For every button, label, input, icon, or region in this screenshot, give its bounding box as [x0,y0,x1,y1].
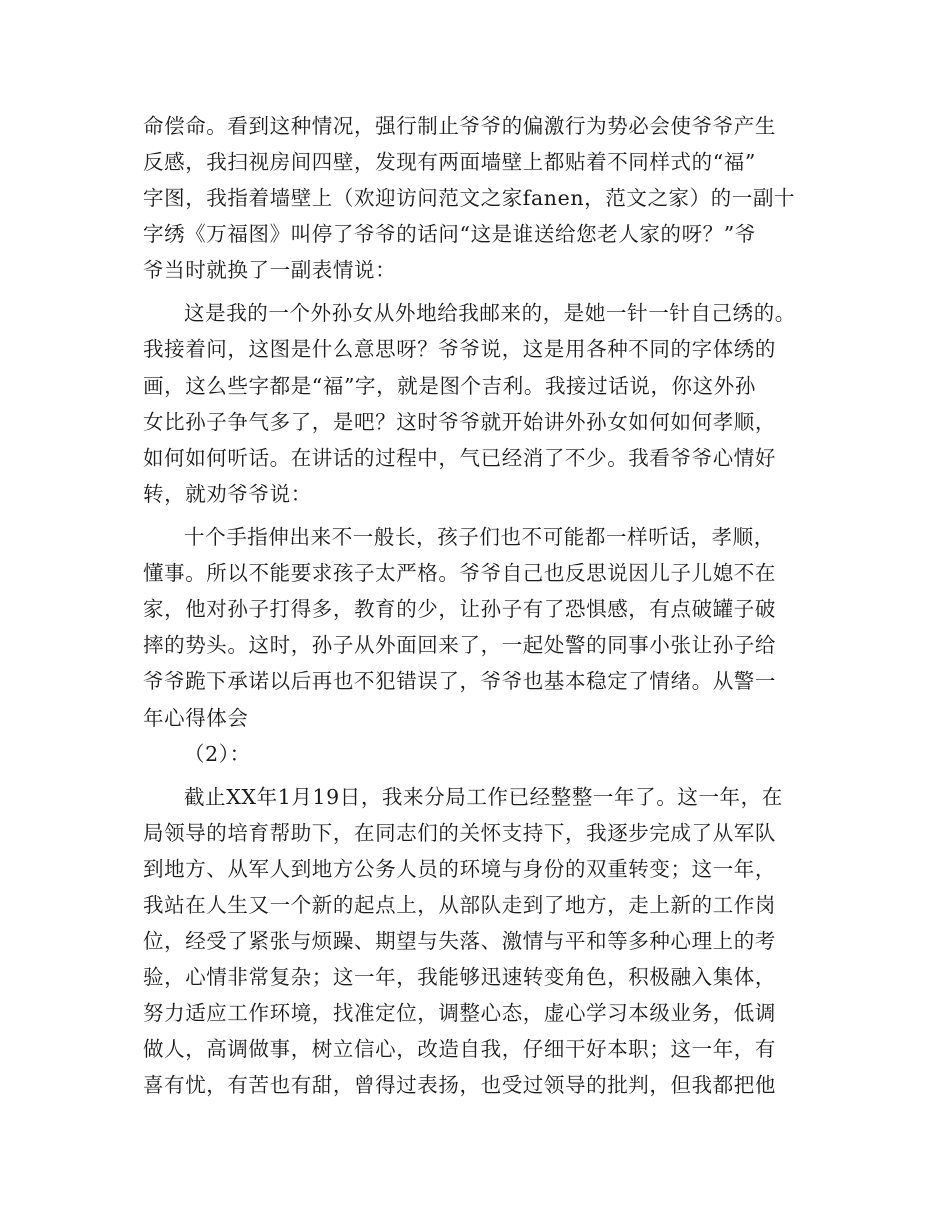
text-line: 家，他对孙子打得多，教育的少，让孙子有了恐惧感，有点破罐子破 [143,597,776,621]
text-line: 我接着问，这图是什么意思呀？爷爷说，这是用各种不同的字体绣的 [143,337,776,361]
text-line: 验，心情非常复杂；这一年，我能够迅速转变角色，积极融入集体， [143,965,776,989]
text-line: 转，就劝爷爷说： [143,482,312,506]
text-line: 女比孙子争气多了，是吧？这时爷爷就开始讲外孙女如何如何孝顺， [143,410,776,434]
text-line: 喜有忧，有苦也有甜，曾得过表扬，也受过领导的批判，但我都把他 [143,1073,776,1097]
text-line: 字绣《万福图》叫停了爷爷的话问“这是谁送给您老人家的呀？”爷 [143,222,756,246]
text-line: 位，经受了紧张与烦躁、期望与失落、激情与平和等多种心理上的考 [143,929,776,953]
text-line: 我站在人生又一个新的起点上，从部队走到了地方，走上新的工作岗 [143,893,776,917]
text-line: 十个手指伸出来不一般长，孩子们也不可能都一样听话，孝顺， [184,525,775,549]
text-line: 命偿命。看到这种情况，强行制止爷爷的偏激行为势必会使爷爷产生 [143,114,776,138]
text-line: 懂事。所以不能要求孩子太严格。爷爷自己也反思说因儿子儿媳不在 [143,561,776,585]
text-line: 截止XX年1月19日，我来分局工作已经整整一年了。这一年，在 [184,785,783,809]
text-line: 如何如何听话。在讲话的过程中，气已经消了不少。我看爷爷心情好 [143,446,776,470]
text-line: 反感，我扫视房间四壁，发现有两面墙壁上都贴着不同样式的“福” [143,150,756,174]
text-line: 摔的势头。这时，孙子从外面回来了，一起处警的同事小张让孙子给 [143,633,776,657]
text-line: 画，这么些字都是“福”字，就是图个吉利。我接过话说，你这外孙 [143,374,756,398]
text-line: 局领导的培育帮助下，在同志们的关怀支持下，我逐步完成了从军队 [143,821,776,845]
text-line: 年心得体会 [143,706,249,730]
text-line: 爷当时就换了一副表情说： [143,258,397,282]
text-line: 爷爷跪下承诺以后再也不犯错误了，爷爷也基本稳定了情绪。从警一 [143,669,776,693]
section-number: （2）： [184,742,251,766]
text-line: 做人，高调做事，树立信心，改造自我，仔细干好本职；这一年，有 [143,1037,776,1061]
text-line: 这是我的一个外孙女从外地给我邮来的，是她一针一针自己绣的。 [184,301,796,325]
text-line: 努力适应工作环境，找准定位，调整心态，虚心学习本级业务，低调 [143,1001,776,1025]
text-line: 字图，我指着墙壁上（欢迎访问范文之家fanen，范文之家）的一副十 [143,186,796,210]
text-line: 到地方、从军人到地方公务人员的环境与身份的双重转变；这一年， [143,857,776,881]
